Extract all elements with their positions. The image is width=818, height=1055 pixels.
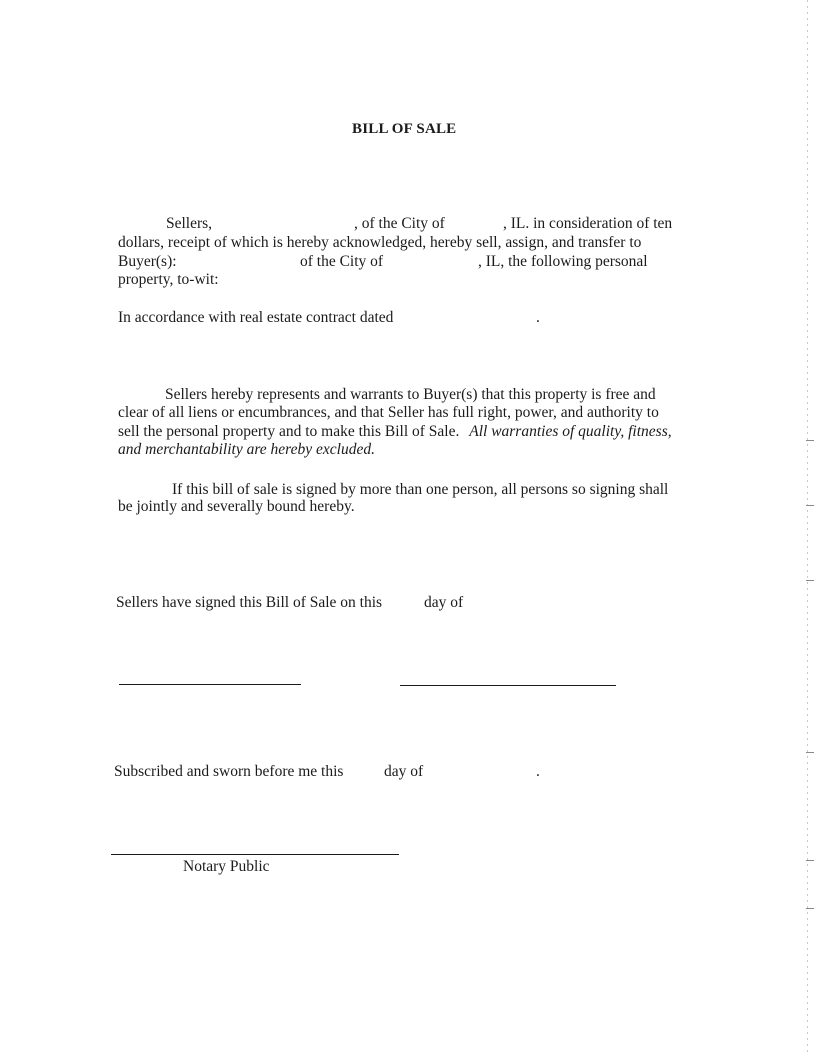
document-title: BILL OF SALE bbox=[352, 121, 457, 137]
notary-signature-line bbox=[111, 854, 399, 855]
contract-date-text: In accordance with real estate contract dated bbox=[118, 309, 394, 326]
para2-line2: clear of all liens or encumbrances, and that Seller has full right, power, and authority to bbox=[118, 404, 659, 421]
para1-line2: dollars, receipt of which is hereby acknowledged, hereby sell, assign, and transfer to bbox=[118, 234, 642, 251]
sellers-label: Sellers, bbox=[166, 215, 213, 232]
para2-line3 bbox=[118, 423, 672, 441]
signed-day-of: day of bbox=[424, 594, 464, 611]
buyers-label: Buyer(s): bbox=[118, 253, 177, 270]
notary-public-label: Notary Public bbox=[183, 858, 270, 875]
sworn-text: Subscribed and sworn before me this bbox=[114, 763, 344, 780]
para3-line1: If this bill of sale is signed by more than one person, all persons so signing shall bbox=[172, 481, 669, 498]
seller-signature-line-2 bbox=[400, 685, 616, 686]
para1-line4: property, to-wit: bbox=[118, 271, 219, 288]
scan-edge-artifact bbox=[804, 0, 818, 1055]
seller-signature-line-1 bbox=[119, 684, 301, 685]
signed-date-text: Sellers have signed this Bill of Sale on this bbox=[116, 594, 383, 611]
buyers-city-label: of the City of bbox=[300, 253, 384, 270]
buyers-state-property: , IL, the following personal bbox=[478, 253, 648, 270]
para2-line3-plain: sell the personal property and to make this Bill of Sale. bbox=[118, 423, 460, 440]
sworn-period: . bbox=[536, 763, 540, 780]
sellers-state-consideration: , IL. in consideration of ten bbox=[503, 215, 673, 232]
sworn-day-of: day of bbox=[384, 763, 424, 780]
para2-line3-italic: All warranties of quality, fitness, bbox=[469, 423, 672, 440]
para3-line2: be jointly and severally bound hereby. bbox=[118, 498, 355, 515]
sellers-city-label: , of the City of bbox=[354, 215, 445, 232]
para2-line1: Sellers hereby represents and warrants to Buyer(s) that this property is free and bbox=[165, 386, 656, 403]
para2-line4-italic: and merchantability are hereby excluded. bbox=[118, 441, 375, 458]
contract-date-period: . bbox=[536, 309, 540, 326]
